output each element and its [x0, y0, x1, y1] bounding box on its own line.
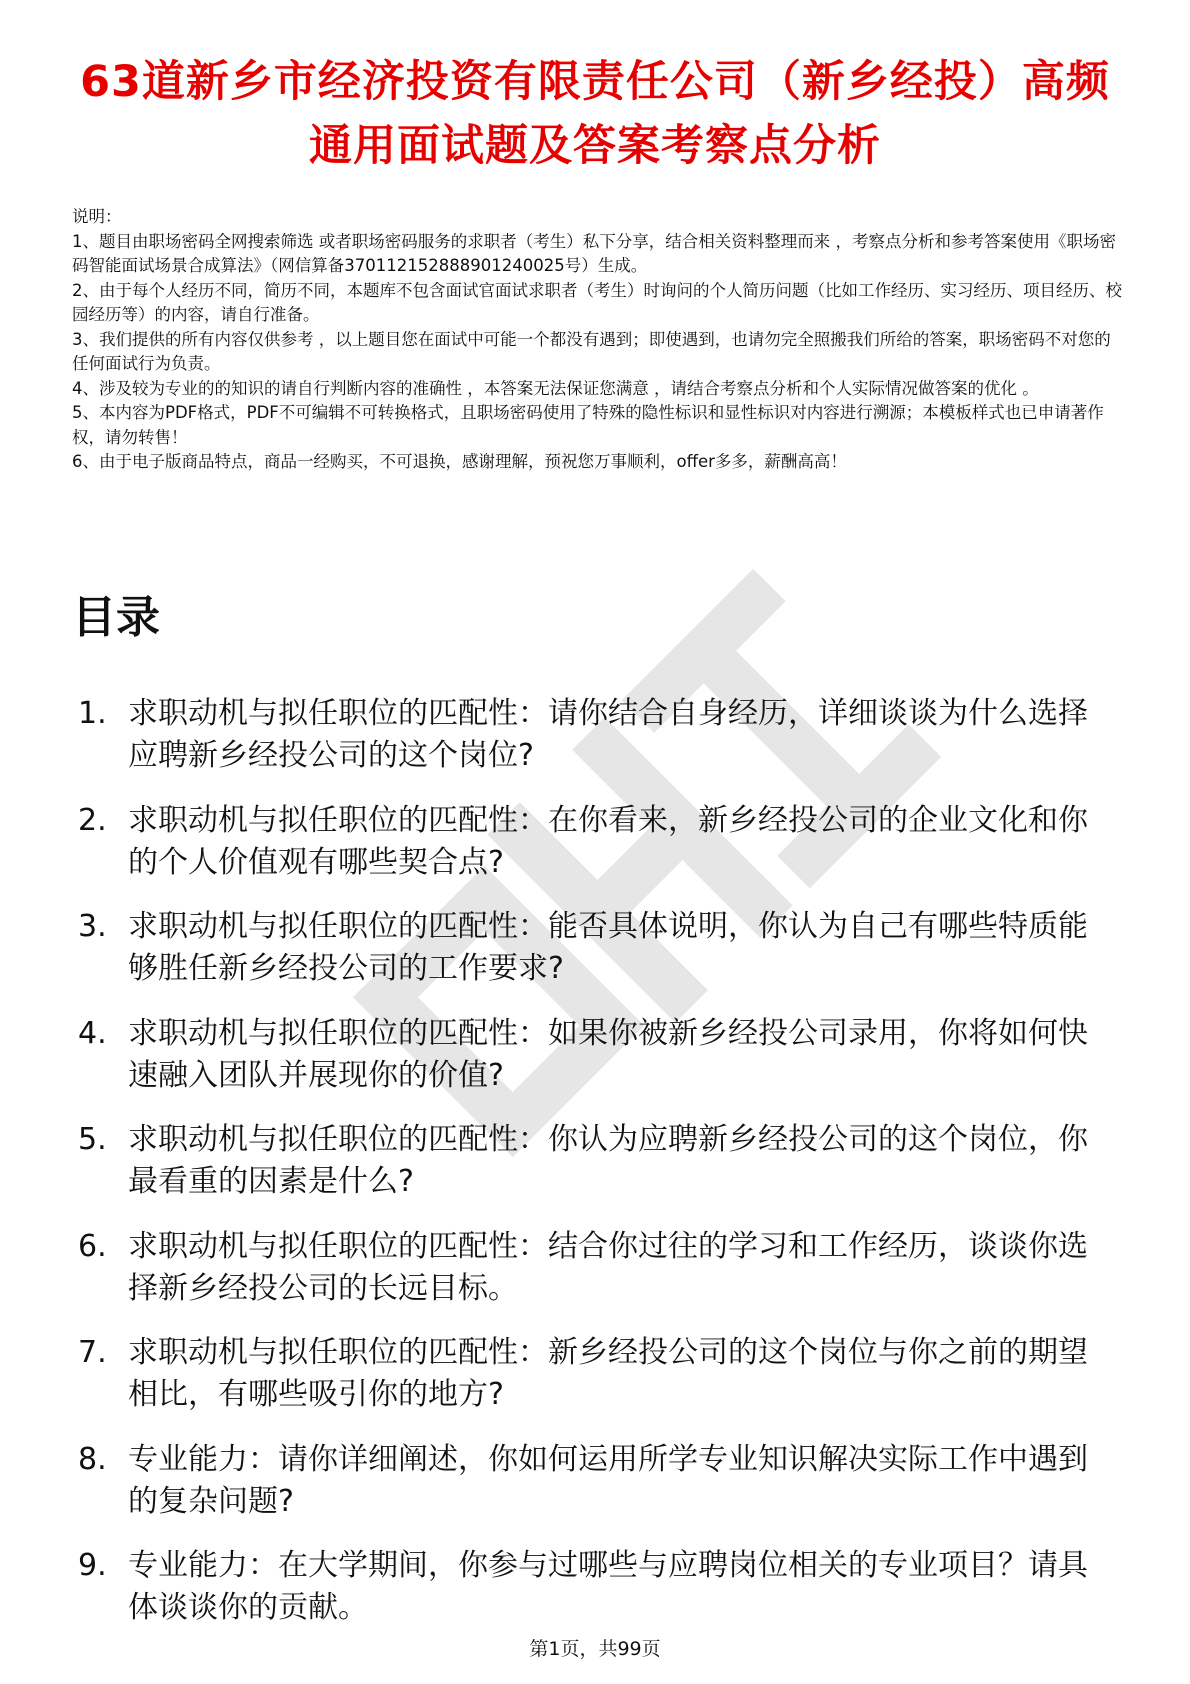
- toc-item-text: 求职动机与拟任职位的匹配性：在你看来，新乡经投公司的企业文化和你的个人价值观有哪些契合点?: [128, 802, 1088, 880]
- toc-item-number: 9.: [78, 1548, 107, 1583]
- toc-item-number: 5.: [78, 1122, 107, 1157]
- toc-item-text: 求职动机与拟任职位的匹配性：能否具体说明，你认为自己有哪些特质能够胜任新乡经投公司的工作要求?: [128, 909, 1088, 986]
- document-title: 63道新乡市经济投资有限责任公司（新乡经投）高频通用面试题及答案考察点分析: [80, 57, 1110, 171]
- note-item: 4、涉及较为专业的的知识的请自行判断内容的准确性 ，本答案无法保证您满意 ，请结合考察点分析和个人实际情况做答案的优化 。: [72, 378, 1039, 398]
- toc-item-number: 8.: [78, 1441, 107, 1477]
- toc-item-text: 求职动机与拟任职位的匹配性：新乡经投公司的这个岗位与你之前的期望相比，有哪些吸引你的地方?: [128, 1335, 1088, 1412]
- notes-heading: 说明：: [72, 207, 122, 226]
- page-footer: 第1页，共99页: [529, 1638, 661, 1660]
- toc-item-number: 1.: [78, 696, 107, 731]
- toc-item-text: 专业能力：请你详细阐述，你如何运用所学专业知识解决实际工作中遇到的复杂问题?: [128, 1441, 1088, 1519]
- toc-item[interactable]: [72, 800, 1112, 884]
- toc-item-text: 求职动机与拟任职位的匹配性：结合你过往的学习和工作经历，谈谈你选择新乡经投公司的长远目标。: [128, 1228, 1088, 1306]
- toc-item[interactable]: [72, 693, 1112, 777]
- note-item: 2、由于每个人经历不同，简历不同，本题库不包含面试官面试求职者（考生）时询问的个人简历问题（比如工作经历、实习经历、项目经历、校园经历等）的内容，请自行准备。: [72, 280, 1122, 324]
- notes-section: [72, 205, 1122, 475]
- toc-item[interactable]: [72, 1013, 1112, 1097]
- toc-item[interactable]: [72, 906, 1112, 990]
- note-item: 6、由于电子版商品特点，商品一经购买，不可退换，感谢理解，预祝您万事顺利，offer多多，薪酬高高！: [72, 452, 847, 471]
- toc-item-text: 求职动机与拟任职位的匹配性：如果你被新乡经投公司录用，你将如何快速融入团队并展现你的价值?: [128, 1015, 1088, 1093]
- toc-heading: 目录: [72, 592, 160, 643]
- toc-item[interactable]: [72, 1119, 1112, 1203]
- note-item: 1、题目由职场密码全网搜索筛选 或者职场密码服务的求职者（考生）私下分享，结合相关资料整理而来 ，考察点分析和参考答案使用《职场密码智能面试场景合成算法》（网信算备370112152888901240025号）生成。: [72, 231, 1116, 275]
- toc-item-text: 专业能力：在大学期间，你参与过哪些与应聘岗位相关的专业项目？请具体谈谈你的贡献。: [128, 1548, 1088, 1625]
- toc-item[interactable]: [72, 1545, 1112, 1629]
- toc-item[interactable]: [72, 1439, 1112, 1523]
- toc-item-number: 3.: [78, 909, 107, 944]
- toc-item-number: 4.: [78, 1015, 107, 1051]
- toc-item[interactable]: [72, 1226, 1112, 1310]
- toc-item-number: 7.: [78, 1335, 107, 1370]
- toc-item-number: 2.: [78, 802, 107, 838]
- note-item: 5、本内容为PDF格式，PDF不可编辑不可转换格式，且职场密码使用了特殊的隐性标识和显性标识对内容进行溯源；本模板样式也已申请著作权，请勿转售！: [72, 403, 1104, 447]
- toc-item-number: 6.: [78, 1228, 107, 1264]
- note-item: 3、我们提供的所有内容仅供参考 ，以上题目您在面试中可能一个都没有遇到；即使遇到，也请勿完全照搬我们所给的答案，职场密码不对您的任何面试行为负责。: [72, 329, 1111, 373]
- toc-item-text: 求职动机与拟任职位的匹配性：请你结合自身经历，详细谈谈为什么选择应聘新乡经投公司的这个岗位?: [128, 696, 1088, 773]
- toc-item[interactable]: [72, 1332, 1112, 1416]
- toc-item-text: 求职动机与拟任职位的匹配性：你认为应聘新乡经投公司的这个岗位，你最看重的因素是什么?: [128, 1122, 1088, 1199]
- toc-list: [72, 693, 1112, 1652]
